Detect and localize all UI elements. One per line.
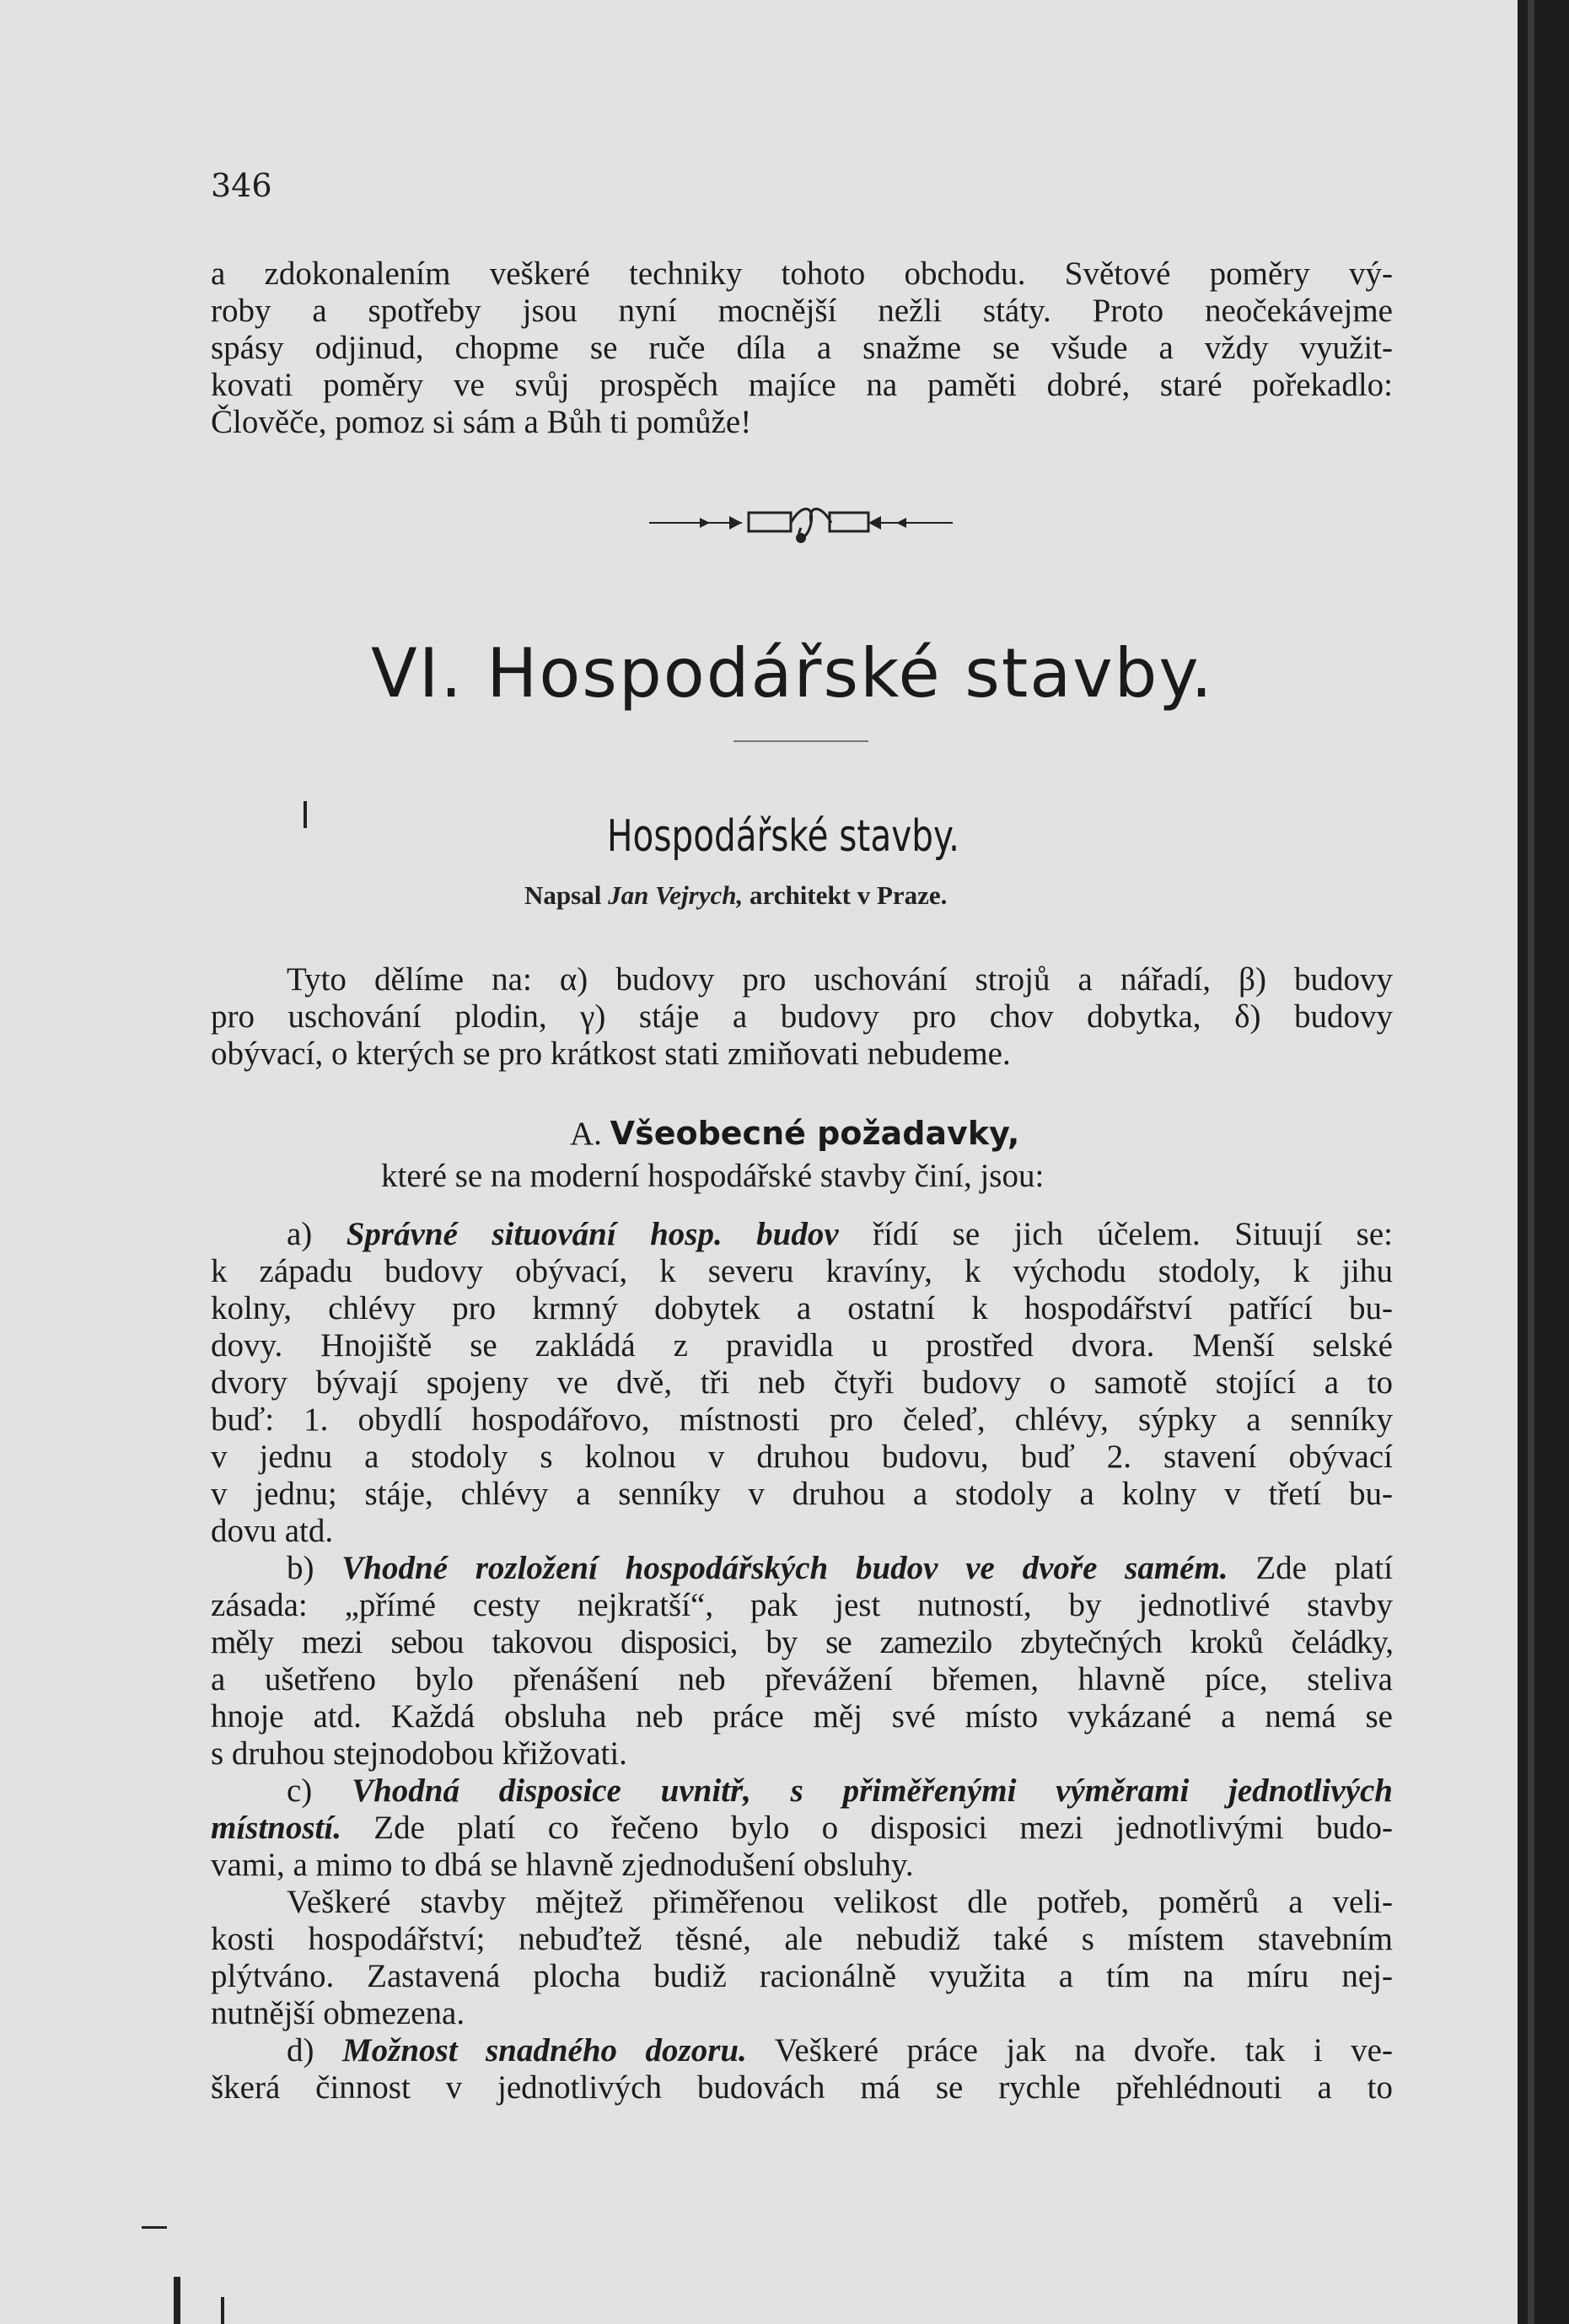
item-title: Vhodná disposice uvnitř, s přiměřenými výměrami jednotlivých (352, 1773, 1394, 1809)
text-line: kosti hospodářství; nebuďtež těsné, ale nebudiž také s místem stavebním (211, 1921, 1393, 1957)
text-line: vami, a mimo to dbá se hlavně zjednodušení obsluhy. (211, 1847, 914, 1883)
page-number: 346 (211, 167, 272, 204)
text-line: zásada: „přímé cesty nejkratší“, pak jest nutností, by jednotlivé stavby (211, 1587, 1393, 1623)
item-label: b) (287, 1550, 314, 1586)
scan-mark (174, 2277, 180, 2324)
item-a-paragraph (211, 1216, 1393, 1550)
text-line: dovy. Hnojiště se zakládá z pravidla u prostřed dvora. Menší selské (211, 1327, 1393, 1364)
text-line: obývací, o kterých se pro krátkost stati zmiňovati nebudeme. (211, 1036, 1011, 1072)
text-line: spásy odjinud, chopme se ruče díla a snažme se všude a vždy využit- (211, 330, 1393, 366)
item-text: Zde platí (1255, 1550, 1394, 1586)
text-line: a zdokonalením veškeré techniky tohoto obchodu. Světové poměry vý- (211, 256, 1393, 292)
margin-mark (304, 801, 307, 828)
byline (524, 880, 947, 911)
section-title: Všeobecné požadavky, (610, 1115, 1020, 1152)
text-line: škerá činnost v jednotlivých budovách má se rychle přehlédnouti a to (211, 2069, 1393, 2106)
text-line: kovati poměry ve svůj prospěch majíce na paměti dobré, staré pořekadlo: (211, 367, 1393, 403)
text-line: dovu atd. (211, 1513, 334, 1549)
item-text: Zde platí co řečeno bylo o disposici mezi jednotlivými budo- (373, 1810, 1393, 1846)
title-rule (733, 740, 868, 742)
text-line (211, 1550, 1393, 1587)
item-text: řídí se jich účelem. Situují se: (873, 1216, 1393, 1252)
item-text: Veškeré práce jak na dvoře. tak i ve- (774, 2032, 1393, 2068)
text-line: pro uschování plodin, γ) stáje a budovy pro chov dobytka, δ) budovy (211, 998, 1393, 1035)
chapter-title: VI. Hospodářské stavby. (371, 634, 1214, 713)
text-line (211, 1810, 1393, 1847)
item-label: a) (287, 1216, 313, 1252)
text-line: v jednu a stodoly s kolnou v druhou budovu, buď 2. stavení obývací (211, 1439, 1393, 1475)
text-line: buď: 1. obydlí hospodářovo, místnosti pro čeleď, chlévy, sýpky a senníky (211, 1401, 1393, 1438)
text-line: plýtváno. Zastavená plocha budiž racionálně využita a tím na míru nej- (211, 1958, 1393, 1994)
scan-mark (142, 2226, 167, 2229)
text-line: Veškeré stavby mějtež přiměřenou velikost dle potřeb, poměrů a veli- (287, 1884, 1393, 1920)
section-subheading: které se na moderní hospodářské stavby činí, jsou: (381, 1158, 1045, 1194)
item-title: Možnost snadného dozoru. (341, 2032, 747, 2068)
text-line: a ušetřeno bylo přenášení neb převážení břemen, hlavně píce, steliva (211, 1661, 1393, 1697)
text-line: k západu budovy obývací, k severu kravíny, k východu stodoly, k jihu (211, 1253, 1393, 1289)
text-line (211, 1773, 1393, 1810)
author-name: Jan Vejrych, (608, 880, 744, 910)
text-line: dvory bývají spojeny ve dvě, tři neb čtyři budovy o samotě stojící a to (211, 1364, 1393, 1401)
text-line: v jednu; stáje, chlévy a senníky v druhou a stodoly a kolny v třetí bu- (211, 1476, 1393, 1512)
text-line: měly mezi sebou takovou disposici, by se zamezilo zbytečných kroků čeládky, (211, 1624, 1393, 1660)
item-label: d) (287, 2032, 314, 2068)
scan-border (1518, 0, 1569, 2324)
ornament-divider (649, 504, 953, 546)
byline-suffix: architekt v Praze. (750, 880, 948, 910)
text-line (211, 1216, 1393, 1253)
item-c-paragraph (211, 1773, 1393, 1884)
text-line: Tyto dělíme na: α) budovy pro uschování strojů a nářadí, β) budovy (287, 961, 1393, 998)
item-title-cont: místností. (211, 1810, 341, 1846)
item-title: Správné situování hosp. budov (346, 1216, 839, 1252)
size-paragraph (211, 1884, 1393, 2032)
text-line: roby a spotřeby jsou nyní mocnější nežli státy. Proto neočekávejme (211, 293, 1393, 329)
item-label: c) (287, 1773, 313, 1809)
intro-paragraph (211, 256, 1393, 441)
text-line (211, 2032, 1393, 2069)
byline-prefix: Napsal (524, 880, 602, 910)
item-b-paragraph (211, 1550, 1393, 1773)
item-title: Vhodné rozložení hospodářských budov ve dvoře samém. (341, 1550, 1228, 1586)
text-line: hnoje atd. Každá obsluha neb práce měj své místo vykázané a nemá se (211, 1698, 1393, 1735)
item-d-paragraph (211, 2032, 1393, 2106)
text-line: s druhou stejnodobou křižovati. (211, 1735, 627, 1772)
scan-mark (221, 2297, 224, 2324)
article-title: Hospodářské stavby. (607, 811, 960, 862)
section-heading (570, 1115, 1019, 1153)
text-line: kolny, chlévy pro krmný dobytek a ostatní k hospodářství patřící bu- (211, 1290, 1393, 1326)
scan-border-inner (1528, 0, 1534, 2324)
section-letter: A. (570, 1116, 602, 1152)
text-line: nutnější obmezena. (211, 1995, 465, 2031)
classification-paragraph (211, 961, 1393, 1073)
text-line: Člověče, pomoz si sám a Bůh ti pomůže! (211, 404, 752, 440)
